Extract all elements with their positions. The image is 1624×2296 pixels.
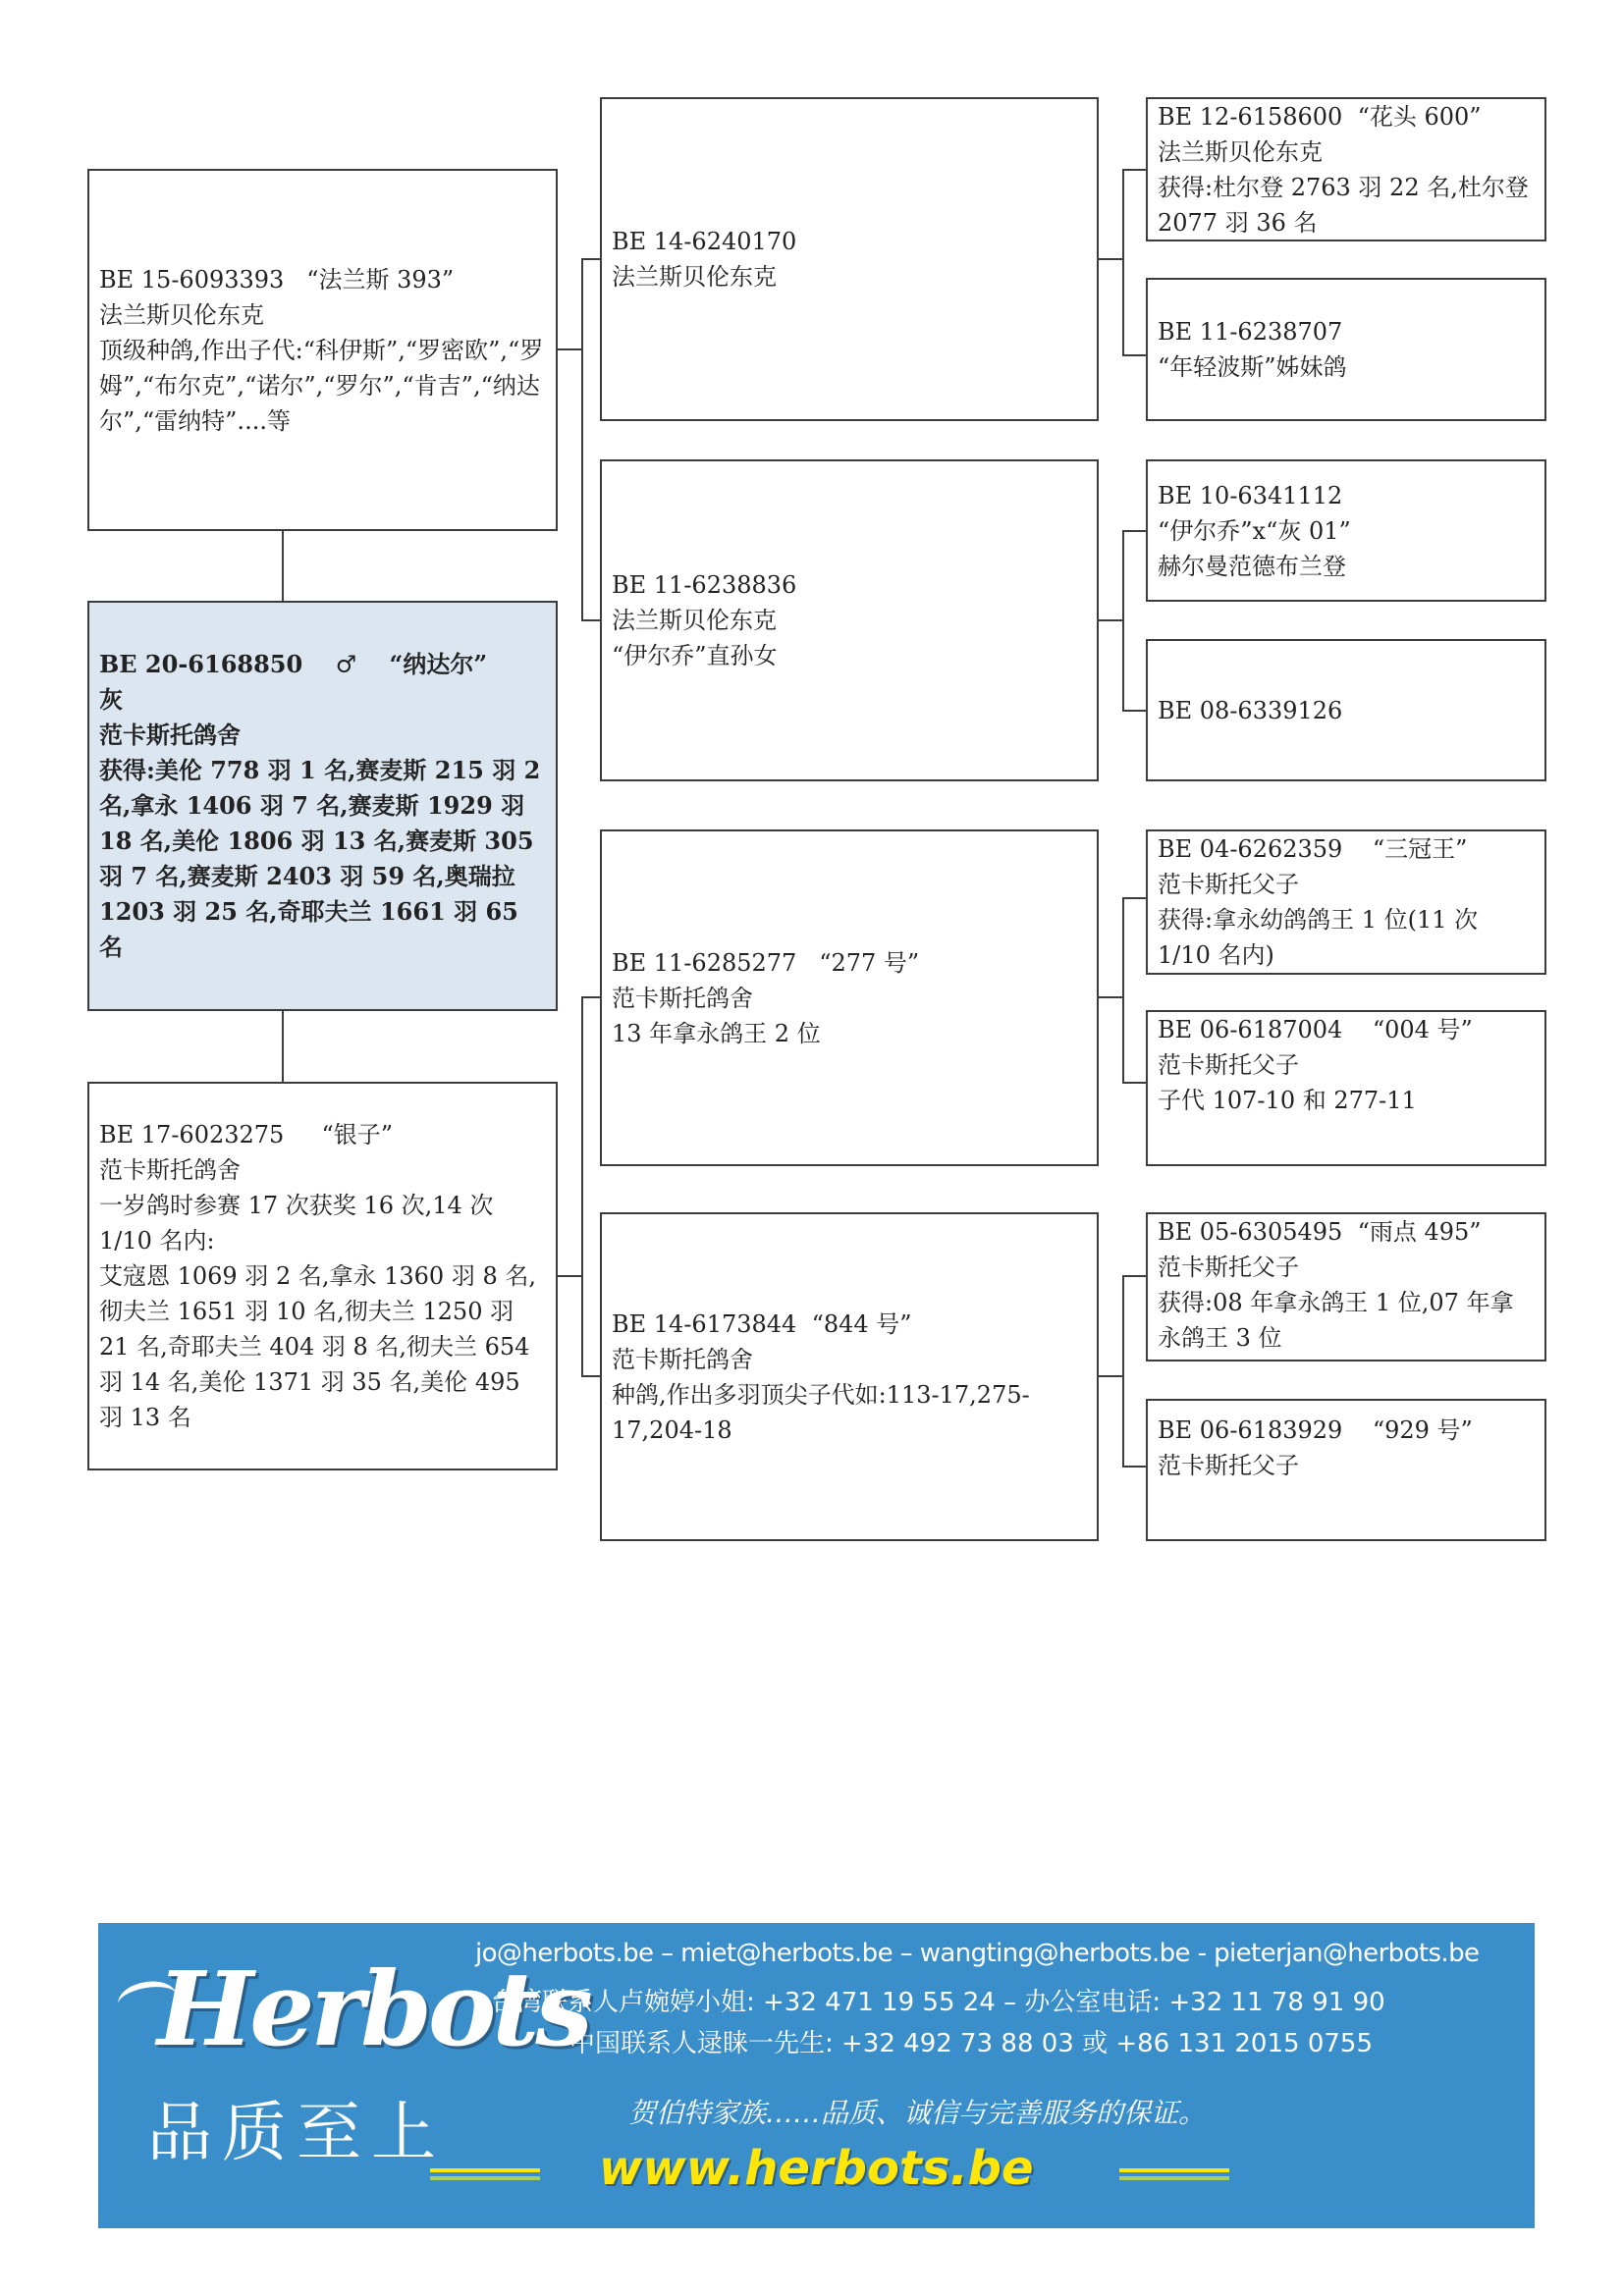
- connector: [558, 348, 582, 350]
- connector: [282, 1011, 284, 1082]
- grandparent-box: [600, 97, 1099, 421]
- ggp-ring: BE 11-6238707: [1158, 318, 1343, 346]
- connector: [1122, 1466, 1146, 1468]
- connector: [581, 258, 600, 260]
- great-grandparent-box: [1146, 97, 1546, 241]
- divider-right: [1119, 2168, 1229, 2180]
- dam-summary: 一岁鸽时参赛 17 次获奖 16 次,14 次 1/10 名内:: [99, 1192, 502, 1255]
- dam-ring: BE 17-6023275 “银子”: [99, 1121, 394, 1148]
- grandparent-box: [600, 829, 1099, 1166]
- china-contact: 中国联系人逯睐一先生: +32 492 73 88 03 或 +86 131 2015 0755: [569, 2029, 1373, 2058]
- sire-ring: BE 15-6093393 “法兰斯 393”: [99, 265, 455, 294]
- connector: [1099, 996, 1123, 998]
- herbots-banner: [98, 1923, 1535, 2228]
- connector: [1122, 169, 1146, 171]
- grandparent-loft: 范卡斯托鸽舍: [612, 1345, 753, 1373]
- connector: [581, 619, 600, 621]
- connector: [1099, 1375, 1123, 1377]
- ggp-ring: BE 06-6187004 “004 号”: [1158, 1016, 1473, 1043]
- subject-color: 灰: [99, 685, 123, 714]
- ggp-loft: 范卡斯托父子: [1158, 1452, 1299, 1479]
- great-grandparent-box: [1146, 639, 1546, 781]
- grandparent-box: [600, 459, 1099, 781]
- sire-box: [87, 169, 558, 531]
- subject-results: 获得:美伦 778 羽 1 名,赛麦斯 215 羽 2 名,拿永 1406 羽 7 名,赛麦斯 1929 羽 18 名,美伦 1806 羽 13 名,赛麦斯 305 羽 7 名,赛麦斯 2403 羽 59 名,奥瑞拉 1203 羽 25 名,奇耶夫兰 1661 羽 65 名: [99, 756, 549, 961]
- great-grandparent-box: [1146, 829, 1546, 975]
- connector: [581, 996, 583, 1377]
- connector: [1099, 619, 1123, 621]
- grandparent-notes: 13 年拿永鸽王 2 位: [612, 1019, 821, 1047]
- taiwan-contact: 台湾联系人卢婉婷小姐: +32 471 19 55 24 – 办公室电话: +32 11 78 91 90: [491, 1988, 1385, 2017]
- connector: [1122, 530, 1124, 712]
- ggp-ring: BE 04-6262359 “三冠王”: [1158, 835, 1468, 863]
- ggp-notes: 获得:08 年拿永鸽王 1 位,07 年拿永鸽王 3 位: [1158, 1289, 1514, 1352]
- website-link[interactable]: www.herbots.be: [599, 2141, 1034, 2196]
- connector: [581, 996, 600, 998]
- subject-ring: BE 20-6168850 ♂ “纳达尔”: [99, 650, 488, 678]
- grandparent-loft: 法兰斯贝伦东克: [612, 263, 777, 291]
- grandparent-ring: BE 14-6173844 “844 号”: [612, 1309, 912, 1338]
- grandparent-notes: 种鸽,作出多羽顶尖子代如:113-17,275-17,204-18: [612, 1380, 1030, 1444]
- great-grandparent-box: [1146, 1010, 1546, 1166]
- herbots-logo: Herbots: [157, 1949, 589, 2069]
- subject-loft: 范卡斯托鸽舍: [99, 721, 241, 749]
- grandparent-ring: BE 11-6285277 “277 号”: [612, 948, 920, 977]
- connector: [282, 531, 284, 601]
- ggp-loft: 范卡斯托父子: [1158, 1051, 1299, 1079]
- contact-emails[interactable]: jo@herbots.be – miet@herbots.be – wangting@herbots.be - pieterjan@herbots.be: [475, 1939, 1480, 1968]
- grandparent-notes: “伊尔乔”直孙女: [612, 642, 778, 669]
- ggp-ring: BE 08-6339126: [1158, 696, 1343, 724]
- grandparent-loft: 范卡斯托鸽舍: [612, 984, 753, 1012]
- sire-notes: 顶级种鸽,作出子代:“科伊斯”,“罗密欧”,“罗姆”,“布尔克”,“诺尔”,“罗尔”,“肯吉”,“纳达尔”,“雷纳特”....等: [99, 336, 544, 435]
- subject-box: [87, 601, 558, 1011]
- tagline: 贺伯特家族……品质、诚信与完善服务的保证。: [628, 2097, 1207, 2129]
- ggp-notes: “年轻波斯”姊妹鸽: [1158, 353, 1347, 381]
- dam-loft: 范卡斯托鸽舍: [99, 1156, 241, 1184]
- connector: [1122, 1275, 1146, 1277]
- ggp-loft: 范卡斯托父子: [1158, 871, 1299, 898]
- sire-loft: 法兰斯贝伦东克: [99, 300, 264, 329]
- dam-box: [87, 1082, 558, 1470]
- ggp-loft: 范卡斯托父子: [1158, 1254, 1299, 1281]
- great-grandparent-box: [1146, 278, 1546, 421]
- great-grandparent-box: [1146, 1212, 1546, 1362]
- divider-left: [430, 2168, 540, 2180]
- grandparent-loft: 法兰斯贝伦东克: [612, 607, 777, 634]
- ggp-notes: “伊尔乔”x“灰 01”: [1158, 516, 1351, 545]
- ggp-ring: BE 05-6305495 “雨点 495”: [1158, 1218, 1482, 1246]
- connector: [581, 258, 583, 621]
- great-grandparent-box: [1146, 1399, 1546, 1541]
- ggp-ring: BE 12-6158600 “花头 600”: [1158, 103, 1482, 131]
- ggp-loft: 赫尔曼范德布兰登: [1158, 552, 1346, 580]
- dam-results: 艾寇恩 1069 羽 2 名,拿永 1360 羽 8 名,彻夫兰 1651 羽 10 名,彻夫兰 1250 羽 21 名,奇耶夫兰 404 羽 8 名,彻夫兰 654 羽 14 名,美伦 1371 羽 35 名,美伦 495 羽 13 名: [99, 1262, 538, 1431]
- great-grandparent-box: [1146, 459, 1546, 602]
- connector: [1122, 897, 1124, 1084]
- slogan: 品质至上: [147, 2095, 446, 2170]
- connector: [1122, 897, 1146, 899]
- grandparent-ring: BE 11-6238836: [612, 571, 797, 599]
- connector: [1122, 710, 1146, 712]
- connector: [581, 1375, 600, 1377]
- ggp-loft: 法兰斯贝伦东克: [1158, 138, 1323, 166]
- grandparent-ring: BE 14-6240170: [612, 228, 797, 255]
- connector: [1099, 258, 1123, 260]
- connector: [1122, 1275, 1124, 1468]
- ggp-notes: 子代 107-10 和 277-11: [1158, 1087, 1417, 1114]
- ggp-notes: 获得:杜尔登 2763 羽 22 名,杜尔登 2077 羽 36 名: [1158, 174, 1537, 237]
- connector: [1122, 169, 1124, 355]
- connector: [1122, 530, 1146, 532]
- connector: [558, 1275, 582, 1277]
- connector: [1122, 354, 1146, 356]
- grandparent-box: [600, 1212, 1099, 1541]
- ggp-notes: 获得:拿永幼鸽鸽王 1 位(11 次 1/10 名内): [1158, 906, 1486, 969]
- ggp-ring: BE 10-6341112: [1158, 481, 1343, 509]
- connector: [1122, 1082, 1146, 1084]
- ggp-ring: BE 06-6183929 “929 号”: [1158, 1416, 1473, 1444]
